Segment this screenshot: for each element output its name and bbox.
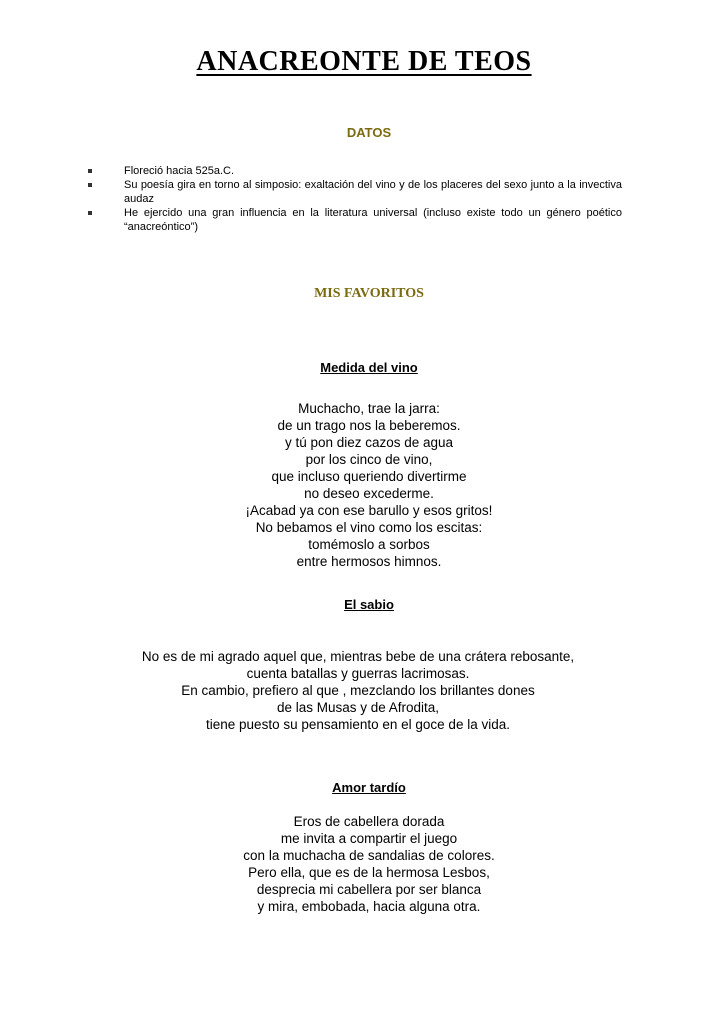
list-item: Su poesía gira en torno al simposio: exaltación del vino y de los placeres del sexo junto a la invectiva audaz bbox=[0, 178, 728, 206]
poem-line: con la muchacha de sandalias de colores. bbox=[243, 848, 495, 863]
document-title: ANACREONTE DE TEOS bbox=[196, 46, 532, 77]
poem-line: No es de mi agrado aquel que, mientras bebe de una crátera rebosante, bbox=[141, 649, 575, 664]
poem-body bbox=[0, 648, 728, 733]
poem-line: Pero ella, que es de la hermosa Lesbos, bbox=[248, 865, 490, 880]
poem-line: Eros de cabellera dorada bbox=[293, 814, 445, 829]
poem-title: Amor tardío bbox=[332, 780, 406, 795]
list-item: He ejercido una gran influencia en la literatura universal (incluso existe todo un género poético “anacreóntico”) bbox=[0, 206, 728, 234]
poem-line: no deseo excederme. bbox=[304, 486, 434, 501]
facts-list bbox=[0, 164, 728, 234]
poem-line: tiene puesto su pensamiento en el goce de la vida. bbox=[206, 717, 510, 732]
poem-line: por los cinco de vino, bbox=[305, 452, 433, 467]
poem-body bbox=[0, 400, 728, 570]
poem-line: desprecia mi cabellera por ser blanca bbox=[256, 882, 482, 897]
poem-line: de las Musas y de Afrodita, bbox=[276, 700, 440, 715]
bullet-icon bbox=[88, 183, 92, 187]
list-item: Floreció hacia 525a.C. bbox=[0, 164, 728, 178]
poem-line: y mira, embobada, hacia alguna otra. bbox=[257, 899, 481, 914]
poem-line: que incluso queriendo divertirme bbox=[271, 469, 467, 484]
favoritos-heading: MIS FAVORITOS bbox=[314, 286, 424, 301]
poem-line: No bebamos el vino como los escitas: bbox=[255, 520, 483, 535]
poem-title: El sabio bbox=[344, 597, 394, 612]
poem-line: entre hermosos himnos. bbox=[296, 554, 442, 569]
poem-line: me invita a compartir el juego bbox=[280, 831, 458, 846]
bullet-icon bbox=[88, 211, 92, 215]
poem-line: ¡Acabad ya con ese barullo y esos gritos! bbox=[245, 503, 493, 518]
poem-line: de un trago nos la beberemos. bbox=[277, 418, 461, 433]
poem-line: En cambio, prefiero al que , mezclando los brillantes dones bbox=[181, 683, 535, 698]
datos-heading: DATOS bbox=[346, 125, 392, 140]
poem-line: y tú pon diez cazos de agua bbox=[284, 435, 454, 450]
poem-body bbox=[0, 813, 728, 915]
poem-line: cuenta batallas y guerras lacrimosas. bbox=[246, 666, 470, 681]
bullet-icon bbox=[88, 169, 92, 173]
poem-title: Medida del vino bbox=[320, 360, 418, 375]
poem-line: tomémoslo a sorbos bbox=[308, 537, 430, 552]
poem-line: Muchacho, trae la jarra: bbox=[298, 401, 440, 416]
